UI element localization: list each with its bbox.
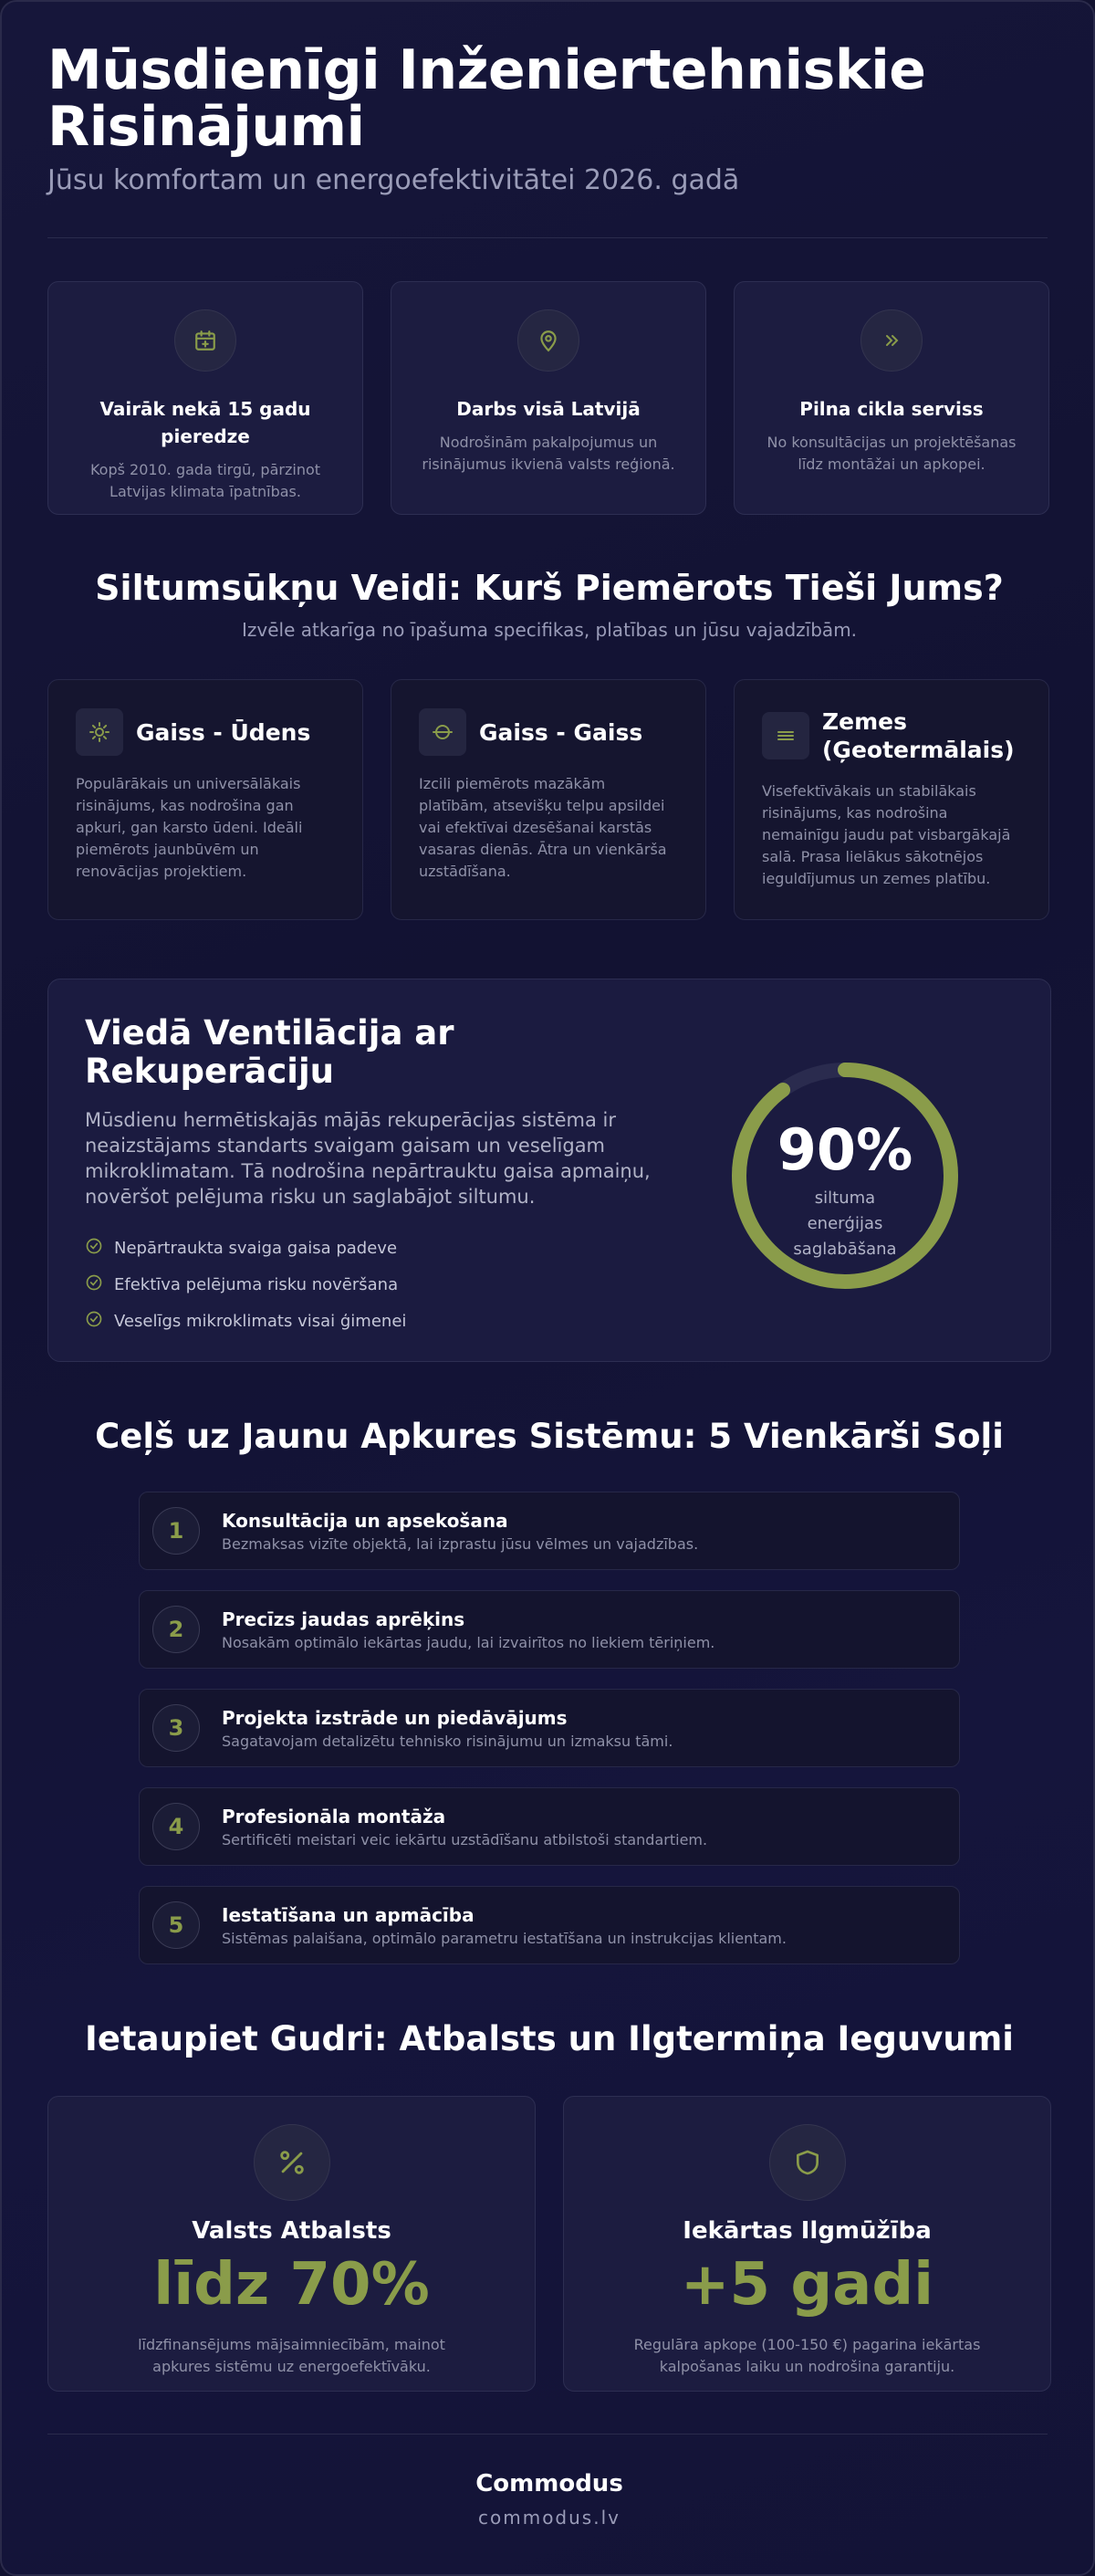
step-number: 4 [152,1803,200,1850]
ventilation-title: Viedā Ventilācija ar Rekuperāciju [85,1013,454,1091]
layers-icon [762,712,809,759]
list-item [139,1590,960,1669]
gauge-readout [722,1052,968,1299]
divider [47,2434,1048,2435]
page-subtitle: Jūsu komfortam un energoefektivitātei 2026. gadā [47,164,740,196]
feature-desc: Kopš 2010. gada tirgū, pārzinot Latvijas klimata īpatnības. [89,461,321,500]
step-title: Precīzs jaudas aprēķins [222,1607,465,1630]
savings-card-support [47,2096,536,2392]
feature-desc: No konsultācijas un projektēšanas līdz montāžai un apkopei. [766,434,1017,473]
calendar-icon [174,309,236,372]
pump-desc: Populārākais un universālākais risinājums, kas nodrošina gan apkuri, gan karsto ūdeni. Ideāli piemērots jaunbūvēm un renovācijas projektiem. [76,775,303,880]
step-desc: Nosakām optimālo iekārtas jaudu, lai izvairītos no liekiem tēriņiem. [222,1633,715,1651]
fan-icon [419,708,466,756]
footer-brand: Commodus [475,2470,623,2497]
feature-cards [47,281,1051,515]
pump-title: Zemes (Ģeotermālais) [822,708,1015,763]
feature-title: Vairāk nekā 15 gadu pieredze [99,398,311,447]
pump-cards [47,679,1051,920]
savings-card-longevity [563,2096,1051,2392]
feature-card-coverage [391,281,706,515]
step-title: Iestatīšana un apmācība [222,1903,474,1926]
benefit-label: Efektīva pelējuma risku novēršana [114,1274,399,1294]
step-title: Projekta izstrāde un piedāvājums [222,1706,568,1729]
step-number: 5 [152,1901,200,1949]
pump-card-air-air [391,679,706,920]
pump-desc: Visefektīvākais un stabilākais risinājums, kas nodrošina nemainīgu jaudu pat visbargākajā salā. Prasa lielākus sākotnējos ieguldījumus un zemes platību. [762,782,1011,887]
pump-title: Gaiss - Ūdens [136,718,311,746]
feature-title: Darbs visā Latvijā [456,398,641,420]
step-desc: Sistēmas palaišana, optimālo parametru iestatīšana un instrukcijas klientam. [222,1929,787,1947]
list-item [139,1492,960,1570]
pumps-section-subtitle: Izvēle atkarīga no īpašuma specifikas, platības un jūsu vajadzībām. [241,619,858,641]
pump-title: Gaiss - Gaiss [479,718,643,746]
sun-icon [76,708,123,756]
list-item [139,1787,960,1866]
savings-desc: Regulāra apkope (100-150 €) pagarina iekārtas kalpošanas laiku un nodrošina garantiju. [633,2336,981,2375]
pumps-section-title: Siltumsūkņu Veidi: Kurš Piemērots Tieši Jums? [95,568,1004,608]
savings-desc: līdzfinansējums mājsaimniecībām, mainot apkures sistēmu uz energoefektīvāku. [138,2336,445,2375]
list-item [139,1886,960,1964]
savings-title: Iekārtas Ilgmūžība [683,2217,932,2245]
step-title: Profesionāla montāža [222,1805,446,1827]
divider [47,237,1048,238]
check-circle-icon [85,1273,103,1296]
check-circle-icon [85,1310,103,1333]
pump-card-geothermal [734,679,1049,920]
step-number: 3 [152,1704,200,1752]
savings-section-title: Ietaupiet Gudri: Atbalsts un Ilgtermiņa Ieguvumi [85,2019,1014,2058]
steps-section-title: Ceļš uz Jaunu Apkures Sistēmu: 5 Vienkārši Soļi [95,1417,1004,1456]
chevrons-right-icon [860,309,923,372]
feature-card-experience [47,281,363,515]
feature-desc: Nodrošinām pakalpojumus un risinājumus ikvienā valsts reģionā. [422,434,675,473]
ventilation-desc: Mūsdienu hermētiskajās mājās rekuperācijas sistēma ir neaizstājams standarts svaigam gaisam un veselīgam mikroklimatam. Tā nodrošina nepārtrauktu gaisa apmaiņu, novēršot pelējuma risku un saglabājot siltumu. [85,1109,651,1208]
pump-desc: Izcili piemērots mazākām platībām, atsevišķu telpu apsildei vai efektīvai dzesēšanai karstās vasaras dienās. Ātra un vienkārša uzstādīšana. [419,775,667,880]
feature-card-service [734,281,1049,515]
pump-card-air-water [47,679,363,920]
savings-cards [47,2096,1051,2392]
gauge-value: 90% [777,1116,913,1183]
page-title: Mūsdienīgi Inženiertehniskie Risinājumi [47,38,926,159]
feature-title: Pilna cikla serviss [799,398,984,420]
percent-icon [254,2124,330,2201]
list-item [139,1689,960,1767]
footer-site-link[interactable]: commodus.lv [478,2507,620,2529]
benefit-label: Veselīgs mikroklimats visai ģimenei [114,1311,407,1331]
step-number: 1 [152,1507,200,1555]
benefit-label: Nepārtraukta svaiga gaisa padeve [114,1238,398,1258]
steps-list [139,1492,960,1984]
check-circle-icon [85,1237,103,1260]
step-desc: Sertificēti meistari veic iekārtu uzstādīšanu atbilstoši standartiem. [222,1830,708,1848]
shield-icon [769,2124,846,2201]
savings-value: +5 gadi [680,2251,934,2319]
savings-value: līdz 70% [153,2251,430,2319]
map-pin-icon [517,309,579,372]
step-number: 2 [152,1606,200,1653]
gauge-label: siltuma enerģijas saglabāšana [793,1189,897,1259]
step-desc: Sagatavojam detalizētu tehnisko risinājumu un izmaksu tāmi. [222,1732,673,1750]
list-item [85,1303,1014,1339]
ventilation-panel [47,979,1051,1362]
step-title: Konsultācija un apsekošana [222,1509,508,1532]
savings-title: Valsts Atbalsts [192,2217,391,2245]
step-desc: Bezmaksas vizīte objektā, lai izprastu jūsu vēlmes un vajadzības. [222,1534,699,1553]
